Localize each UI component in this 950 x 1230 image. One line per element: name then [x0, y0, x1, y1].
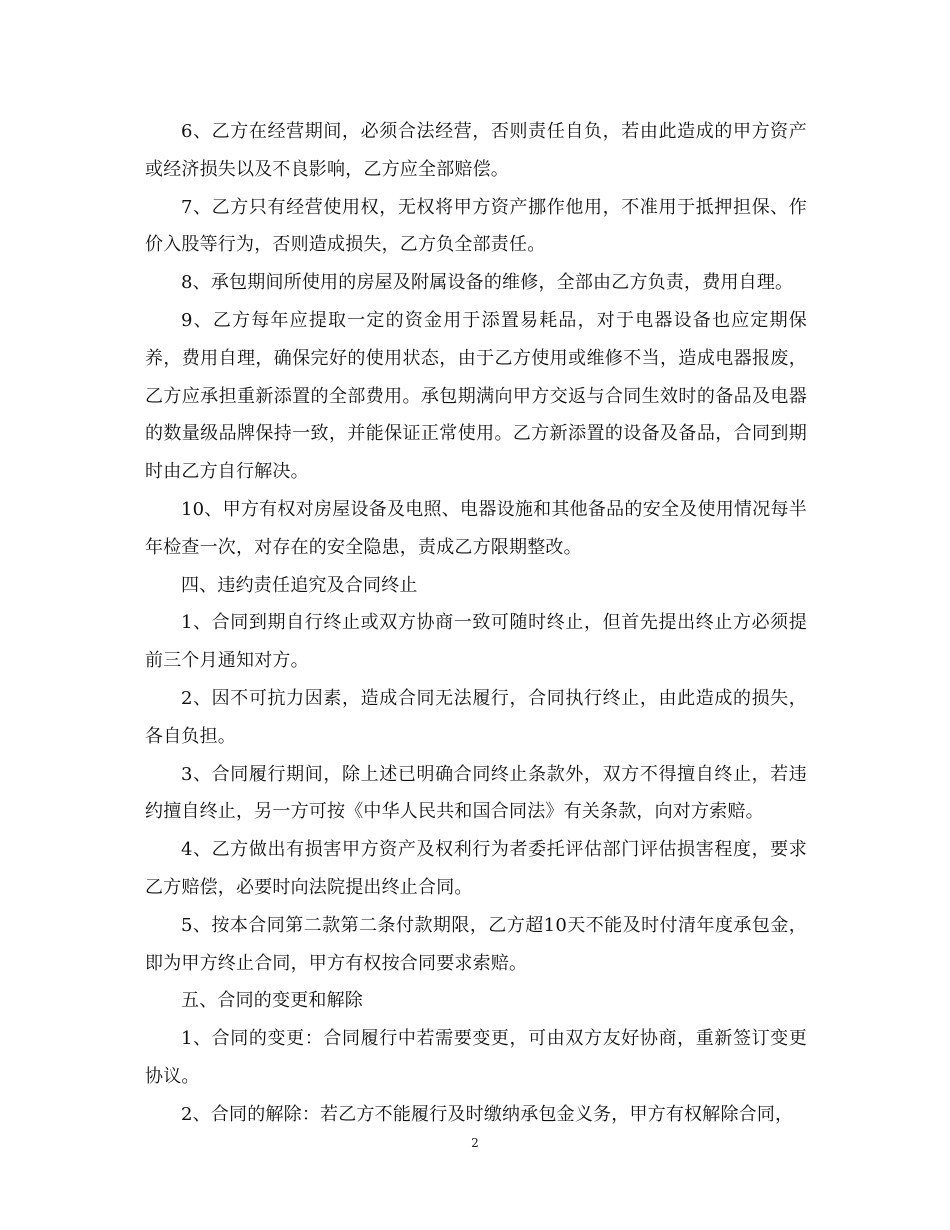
breach-clause-4: 4、乙方做出有损害甲方资产及权利行为者委托评估部门评估损害程度，要求乙方赔偿，必要时向法院提出终止合同。 — [145, 839, 807, 898]
breach-clause-1: 1、合同到期自行终止或双方协商一致可随时终止，但首先提出终止方必须提前三个月通知对方。 — [145, 612, 807, 672]
change-clause-1: 1、合同的变更：合同履行中若需要变更，可由双方友好协商，重新签订变更协议。 — [145, 1028, 807, 1087]
breach-clause-3: 3、合同履行期间，除上述已明确合同终止条款外，双方不得擅自终止，若违约擅自终止，另一方可按《中华人民共和国合同法》有关条款，向对方索赔。 — [145, 763, 807, 823]
breach-clause-5: 5、按本合同第二款第二条付款期限，乙方超10天不能及时付清年度承包金，即为甲方终止合同，甲方有权按合同要求索赔。 — [145, 914, 807, 974]
document-body — [145, 113, 807, 1134]
section-heading-change: 五、合同的变更和解除 — [181, 990, 363, 1012]
page-number: 2 — [471, 1136, 479, 1150]
clause-7: 7、乙方只有经营使用权，无权将甲方资产挪作他用，不准用于抵押担保、作价入股等行为，否则造成损失，乙方负全部责任。 — [145, 196, 807, 256]
breach-clause-2: 2、因不可抗力因素，造成合同无法履行，合同执行终止，由此造成的损失，各自负担。 — [145, 687, 807, 747]
clause-8: 8、承包期间所使用的房屋及附属设备的维修，全部由乙方负责，费用自理。 — [181, 272, 794, 294]
section-heading-breach: 四、违约责任追究及合同终止 — [181, 574, 418, 596]
change-clause-2: 2、合同的解除：若乙方不能履行及时缴纳承包金义务，甲方有权解除合同， — [181, 1103, 794, 1125]
clause-10: 10、甲方有权对房屋设备及电照、电器设施和其他备品的安全及使用情况每半年检查一次，对存在的安全隐患，责成乙方限期整改。 — [145, 498, 807, 558]
clause-6: 6、乙方在经营期间，必须合法经营，否则责任自负，若由此造成的甲方资产或经济损失以及不良影响，乙方应全部赔偿。 — [145, 121, 807, 180]
clause-9: 9、乙方每年应提取一定的资金用于添置易耗品，对于电器设备也应定期保养，费用自理，确保完好的使用状态，由于乙方使用或维修不当，造成电器报废，乙方应承担重新添置的全部费用。承包期满向甲方交返与合同生效时的备品及电器的数量级品牌保持一致，并能保证正常使用。乙方新添置的设备及备品，合同到期时由乙方自行解决。 — [145, 309, 807, 483]
